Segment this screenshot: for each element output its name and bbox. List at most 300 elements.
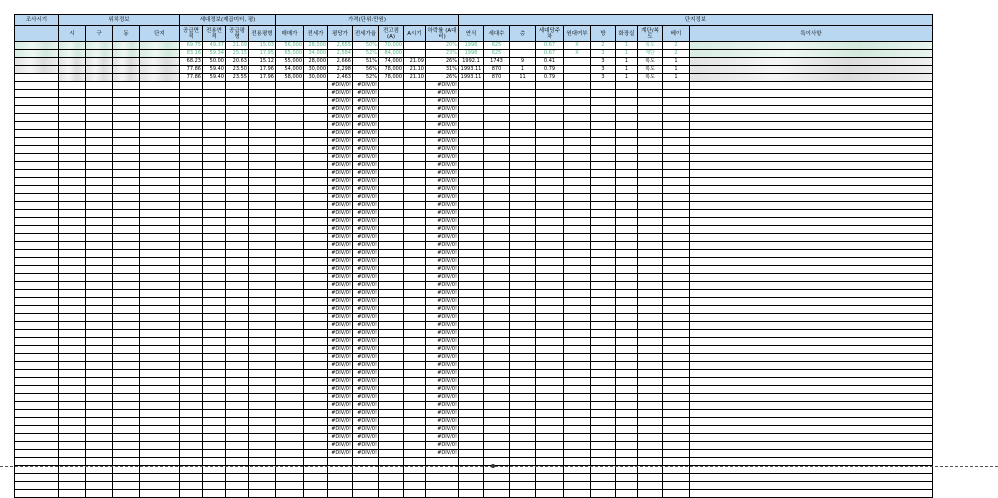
table-cell[interactable] bbox=[638, 178, 663, 186]
cell-exclusive-area[interactable]: 59.40 bbox=[203, 66, 226, 74]
cell-drop-rate[interactable]: #DIV/0! bbox=[426, 426, 459, 434]
table-cell[interactable] bbox=[616, 434, 638, 442]
cell-a-time[interactable] bbox=[404, 122, 426, 130]
table-cell[interactable] bbox=[113, 258, 140, 266]
cell-jeonse-price[interactable] bbox=[304, 386, 328, 394]
table-cell[interactable] bbox=[616, 322, 638, 330]
cell-a-time[interactable] bbox=[404, 474, 426, 482]
cell-jeonse-price[interactable] bbox=[304, 490, 328, 498]
table-cell[interactable] bbox=[140, 266, 180, 274]
table-cell[interactable] bbox=[226, 434, 249, 442]
cell-jeonse-ratio[interactable]: #DIV/0! bbox=[353, 426, 379, 434]
table-cell[interactable] bbox=[690, 274, 933, 282]
cell-a-time[interactable] bbox=[404, 330, 426, 338]
cell-drop-rate[interactable]: #DIV/0! bbox=[426, 114, 459, 122]
cell-drop-rate[interactable]: #DIV/0! bbox=[426, 322, 459, 330]
cell-investment[interactable] bbox=[379, 306, 404, 314]
table-cell[interactable] bbox=[249, 306, 276, 314]
table-cell[interactable] bbox=[15, 90, 59, 98]
table-cell[interactable] bbox=[536, 330, 564, 338]
table-cell[interactable] bbox=[86, 482, 113, 490]
table-cell[interactable] bbox=[113, 338, 140, 346]
cell-a-time[interactable] bbox=[404, 354, 426, 362]
cell-jeonse-price[interactable] bbox=[304, 290, 328, 298]
table-cell[interactable] bbox=[86, 90, 113, 98]
cell-subway[interactable] bbox=[564, 74, 591, 82]
table-cell[interactable] bbox=[591, 266, 616, 274]
table-cell[interactable] bbox=[113, 474, 140, 482]
table-cell[interactable] bbox=[140, 82, 180, 90]
cell-a-time[interactable] bbox=[404, 282, 426, 290]
table-cell[interactable] bbox=[510, 338, 536, 346]
table-cell[interactable] bbox=[564, 130, 591, 138]
table-cell[interactable] bbox=[663, 434, 690, 442]
table-cell[interactable] bbox=[86, 122, 113, 130]
table-cell[interactable] bbox=[180, 114, 203, 122]
table-cell[interactable] bbox=[484, 146, 510, 154]
table-cell[interactable] bbox=[564, 482, 591, 490]
cell-sale-price[interactable] bbox=[276, 202, 304, 210]
table-cell[interactable] bbox=[203, 250, 226, 258]
table-cell[interactable] bbox=[484, 234, 510, 242]
table-cell[interactable] bbox=[140, 162, 180, 170]
cell-drop-rate[interactable]: #DIV/0! bbox=[426, 266, 459, 274]
table-cell[interactable] bbox=[180, 122, 203, 130]
table-cell[interactable] bbox=[564, 114, 591, 122]
table-cell[interactable] bbox=[113, 122, 140, 130]
cell-price-per-pyeong[interactable]: #DIV/0! bbox=[328, 418, 353, 426]
table-cell[interactable] bbox=[459, 218, 484, 226]
cell-sale-price[interactable] bbox=[276, 346, 304, 354]
cell-price-per-pyeong[interactable]: #DIV/0! bbox=[328, 98, 353, 106]
table-cell[interactable] bbox=[510, 186, 536, 194]
table-cell[interactable] bbox=[59, 210, 86, 218]
table-cell[interactable] bbox=[484, 138, 510, 146]
table-cell[interactable] bbox=[536, 442, 564, 450]
table-cell[interactable] bbox=[59, 170, 86, 178]
table-cell[interactable] bbox=[15, 482, 59, 490]
cell-investment[interactable] bbox=[379, 146, 404, 154]
cell-drop-rate[interactable] bbox=[426, 490, 459, 498]
table-cell[interactable] bbox=[226, 234, 249, 242]
table-cell[interactable] bbox=[638, 274, 663, 282]
table-cell[interactable] bbox=[591, 418, 616, 426]
table-cell[interactable] bbox=[249, 274, 276, 282]
table-cell[interactable] bbox=[690, 402, 933, 410]
table-cell[interactable] bbox=[638, 474, 663, 482]
table-cell[interactable] bbox=[591, 98, 616, 106]
table-cell[interactable] bbox=[663, 146, 690, 154]
cell-sale-price[interactable] bbox=[276, 162, 304, 170]
table-cell[interactable] bbox=[86, 282, 113, 290]
table-cell[interactable] bbox=[203, 138, 226, 146]
table-cell[interactable] bbox=[140, 442, 180, 450]
table-cell[interactable] bbox=[140, 418, 180, 426]
cell-price-per-pyeong[interactable]: #DIV/0! bbox=[328, 346, 353, 354]
table-cell[interactable] bbox=[690, 194, 933, 202]
table-cell[interactable] bbox=[226, 394, 249, 402]
table-cell[interactable] bbox=[140, 450, 180, 458]
table-cell[interactable] bbox=[459, 418, 484, 426]
table-cell[interactable] bbox=[690, 266, 933, 274]
table-cell[interactable] bbox=[113, 82, 140, 90]
table-cell[interactable] bbox=[15, 186, 59, 194]
table-cell[interactable] bbox=[140, 258, 180, 266]
table-cell[interactable] bbox=[484, 402, 510, 410]
table-cell[interactable] bbox=[180, 410, 203, 418]
table-cell[interactable] bbox=[638, 362, 663, 370]
cell-jeonse-ratio[interactable]: #DIV/0! bbox=[353, 202, 379, 210]
table-cell[interactable] bbox=[59, 274, 86, 282]
table-cell[interactable] bbox=[536, 98, 564, 106]
table-cell[interactable] bbox=[484, 354, 510, 362]
table-cell[interactable] bbox=[616, 146, 638, 154]
table-cell[interactable] bbox=[510, 378, 536, 386]
table-cell[interactable] bbox=[140, 306, 180, 314]
table-cell[interactable] bbox=[690, 122, 933, 130]
table-cell[interactable] bbox=[203, 306, 226, 314]
table-cell[interactable] bbox=[180, 386, 203, 394]
table-cell[interactable] bbox=[15, 234, 59, 242]
table-cell[interactable] bbox=[536, 90, 564, 98]
table-cell[interactable] bbox=[663, 170, 690, 178]
cell-price-per-pyeong[interactable]: #DIV/0! bbox=[328, 394, 353, 402]
cell-drop-rate[interactable]: 20% bbox=[426, 42, 459, 50]
table-cell[interactable] bbox=[591, 130, 616, 138]
table-cell[interactable] bbox=[690, 482, 933, 490]
table-cell[interactable] bbox=[249, 338, 276, 346]
table-cell[interactable] bbox=[663, 418, 690, 426]
cell-bay[interactable]: 2 bbox=[663, 42, 690, 50]
table-cell[interactable] bbox=[459, 434, 484, 442]
table-cell[interactable] bbox=[203, 394, 226, 402]
table-cell[interactable] bbox=[15, 130, 59, 138]
cell-jeonse-price[interactable] bbox=[304, 186, 328, 194]
cell-jeonse-ratio[interactable]: #DIV/0! bbox=[353, 170, 379, 178]
table-cell[interactable] bbox=[180, 258, 203, 266]
table-cell[interactable] bbox=[249, 130, 276, 138]
table-cell[interactable] bbox=[510, 258, 536, 266]
table-cell[interactable] bbox=[484, 274, 510, 282]
cell-investment[interactable] bbox=[379, 298, 404, 306]
cell-drop-rate[interactable]: #DIV/0! bbox=[426, 346, 459, 354]
table-cell[interactable] bbox=[249, 122, 276, 130]
cell-jeonse-price[interactable] bbox=[304, 178, 328, 186]
table-cell[interactable] bbox=[591, 386, 616, 394]
table-cell[interactable] bbox=[203, 242, 226, 250]
cell-drop-rate[interactable]: #DIV/0! bbox=[426, 450, 459, 458]
table-cell[interactable] bbox=[226, 162, 249, 170]
table-cell[interactable] bbox=[86, 378, 113, 386]
table-cell[interactable] bbox=[638, 490, 663, 498]
cell-price-per-pyeong[interactable]: #DIV/0! bbox=[328, 306, 353, 314]
table-cell[interactable] bbox=[226, 338, 249, 346]
table-cell[interactable] bbox=[616, 122, 638, 130]
table-cell[interactable] bbox=[564, 370, 591, 378]
cell-complex[interactable] bbox=[140, 58, 180, 66]
cell-a-time[interactable] bbox=[404, 314, 426, 322]
table-cell[interactable] bbox=[113, 250, 140, 258]
cell-price-per-pyeong[interactable]: #DIV/0! bbox=[328, 282, 353, 290]
cell-investment[interactable] bbox=[379, 218, 404, 226]
cell-price-per-pyeong[interactable]: #DIV/0! bbox=[328, 410, 353, 418]
table-cell[interactable] bbox=[59, 154, 86, 162]
table-cell[interactable] bbox=[203, 458, 226, 466]
table-cell[interactable] bbox=[59, 346, 86, 354]
cell-jeonse-ratio[interactable]: #DIV/0! bbox=[353, 314, 379, 322]
table-cell[interactable] bbox=[86, 298, 113, 306]
table-cell[interactable] bbox=[203, 490, 226, 498]
cell-price-per-pyeong[interactable]: 2,666 bbox=[328, 58, 353, 66]
cell-price-per-pyeong[interactable]: #DIV/0! bbox=[328, 82, 353, 90]
cell-price-per-pyeong[interactable]: #DIV/0! bbox=[328, 298, 353, 306]
table-cell[interactable] bbox=[663, 450, 690, 458]
table-cell[interactable] bbox=[536, 122, 564, 130]
table-cell[interactable] bbox=[113, 234, 140, 242]
cell-sale-price[interactable] bbox=[276, 418, 304, 426]
table-cell[interactable] bbox=[690, 474, 933, 482]
table-cell[interactable] bbox=[249, 490, 276, 498]
cell-stair-hall[interactable]: 복도 bbox=[638, 66, 663, 74]
table-cell[interactable] bbox=[638, 202, 663, 210]
table-cell[interactable] bbox=[180, 226, 203, 234]
table-cell[interactable] bbox=[663, 274, 690, 282]
table-cell[interactable] bbox=[510, 162, 536, 170]
table-cell[interactable] bbox=[203, 378, 226, 386]
table-cell[interactable] bbox=[564, 354, 591, 362]
table-cell[interactable] bbox=[15, 418, 59, 426]
cell-complex[interactable] bbox=[140, 50, 180, 58]
cell-sale-price[interactable] bbox=[276, 114, 304, 122]
table-cell[interactable] bbox=[536, 474, 564, 482]
table-cell[interactable] bbox=[15, 114, 59, 122]
table-cell[interactable] bbox=[203, 450, 226, 458]
cell-a-time[interactable] bbox=[404, 226, 426, 234]
table-cell[interactable] bbox=[484, 338, 510, 346]
table-cell[interactable] bbox=[226, 106, 249, 114]
table-cell[interactable] bbox=[616, 314, 638, 322]
table-cell[interactable] bbox=[591, 146, 616, 154]
table-cell[interactable] bbox=[616, 482, 638, 490]
table-cell[interactable] bbox=[591, 346, 616, 354]
table-cell[interactable] bbox=[484, 298, 510, 306]
table-cell[interactable] bbox=[59, 354, 86, 362]
table-cell[interactable] bbox=[113, 402, 140, 410]
cell-notes[interactable] bbox=[690, 74, 933, 82]
table-cell[interactable] bbox=[226, 218, 249, 226]
table-cell[interactable] bbox=[484, 98, 510, 106]
table-cell[interactable] bbox=[59, 218, 86, 226]
cell-a-time[interactable] bbox=[404, 442, 426, 450]
table-cell[interactable] bbox=[226, 386, 249, 394]
cell-jeonse-price[interactable] bbox=[304, 418, 328, 426]
table-cell[interactable] bbox=[459, 162, 484, 170]
cell-a-time[interactable] bbox=[404, 178, 426, 186]
table-cell[interactable] bbox=[591, 186, 616, 194]
table-cell[interactable] bbox=[690, 314, 933, 322]
table-cell[interactable] bbox=[484, 346, 510, 354]
cell-a-time[interactable] bbox=[404, 170, 426, 178]
cell-a-time[interactable] bbox=[404, 338, 426, 346]
table-cell[interactable] bbox=[140, 202, 180, 210]
table-cell[interactable] bbox=[484, 458, 510, 466]
cell-price-per-pyeong[interactable]: #DIV/0! bbox=[328, 362, 353, 370]
table-cell[interactable] bbox=[86, 82, 113, 90]
table-cell[interactable] bbox=[663, 154, 690, 162]
table-cell[interactable] bbox=[180, 306, 203, 314]
table-cell[interactable] bbox=[180, 154, 203, 162]
table-cell[interactable] bbox=[616, 378, 638, 386]
cell-jeonse-price[interactable] bbox=[304, 258, 328, 266]
table-cell[interactable] bbox=[591, 250, 616, 258]
table-cell[interactable] bbox=[59, 394, 86, 402]
table-cell[interactable] bbox=[690, 338, 933, 346]
table-cell[interactable] bbox=[536, 450, 564, 458]
table-cell[interactable] bbox=[113, 314, 140, 322]
cell-drop-rate[interactable]: #DIV/0! bbox=[426, 122, 459, 130]
table-cell[interactable] bbox=[180, 426, 203, 434]
cell-jeonse-ratio[interactable]: 52% bbox=[353, 74, 379, 82]
table-cell[interactable] bbox=[536, 114, 564, 122]
table-cell[interactable] bbox=[226, 130, 249, 138]
cell-exclusive-area[interactable]: 50.00 bbox=[203, 58, 226, 66]
table-cell[interactable] bbox=[564, 362, 591, 370]
table-cell[interactable] bbox=[140, 426, 180, 434]
cell-a-time[interactable] bbox=[404, 194, 426, 202]
cell-exclusive-area[interactable]: 59.40 bbox=[203, 74, 226, 82]
table-cell[interactable] bbox=[690, 154, 933, 162]
cell-sale-price[interactable] bbox=[276, 354, 304, 362]
table-cell[interactable] bbox=[86, 394, 113, 402]
table-cell[interactable] bbox=[249, 314, 276, 322]
table-cell[interactable] bbox=[591, 362, 616, 370]
table-cell[interactable] bbox=[180, 322, 203, 330]
cell-sale-price[interactable] bbox=[276, 298, 304, 306]
table-cell[interactable] bbox=[249, 386, 276, 394]
table-cell[interactable] bbox=[15, 98, 59, 106]
table-cell[interactable] bbox=[59, 82, 86, 90]
table-cell[interactable] bbox=[59, 434, 86, 442]
table-cell[interactable] bbox=[226, 330, 249, 338]
cell-dong[interactable] bbox=[113, 50, 140, 58]
table-cell[interactable] bbox=[510, 170, 536, 178]
cell-sale-price[interactable] bbox=[276, 154, 304, 162]
table-cell[interactable] bbox=[564, 450, 591, 458]
cell-year-built[interactable]: 1998 bbox=[459, 50, 484, 58]
table-cell[interactable] bbox=[113, 170, 140, 178]
table-cell[interactable] bbox=[226, 178, 249, 186]
table-cell[interactable] bbox=[510, 282, 536, 290]
table-cell[interactable] bbox=[203, 298, 226, 306]
table-cell[interactable] bbox=[564, 346, 591, 354]
cell-investment[interactable] bbox=[379, 346, 404, 354]
table-cell[interactable] bbox=[638, 146, 663, 154]
cell-price-per-pyeong[interactable]: #DIV/0! bbox=[328, 138, 353, 146]
table-cell[interactable] bbox=[86, 234, 113, 242]
cell-investment[interactable]: 78,000 bbox=[379, 74, 404, 82]
table-cell[interactable] bbox=[591, 322, 616, 330]
table-cell[interactable] bbox=[459, 338, 484, 346]
table-cell[interactable] bbox=[180, 210, 203, 218]
cell-jeonse-price[interactable] bbox=[304, 378, 328, 386]
table-cell[interactable] bbox=[564, 394, 591, 402]
table-cell[interactable] bbox=[459, 258, 484, 266]
table-cell[interactable] bbox=[591, 282, 616, 290]
table-cell[interactable] bbox=[616, 210, 638, 218]
table-cell[interactable] bbox=[459, 442, 484, 450]
table-cell[interactable] bbox=[180, 458, 203, 466]
table-cell[interactable] bbox=[15, 314, 59, 322]
cell-sale-price[interactable] bbox=[276, 474, 304, 482]
table-cell[interactable] bbox=[180, 170, 203, 178]
table-cell[interactable] bbox=[203, 346, 226, 354]
cell-a-time[interactable] bbox=[404, 138, 426, 146]
table-cell[interactable] bbox=[180, 474, 203, 482]
cell-jeonse-ratio[interactable] bbox=[353, 458, 379, 466]
table-cell[interactable] bbox=[484, 242, 510, 250]
table-cell[interactable] bbox=[180, 442, 203, 450]
table-cell[interactable] bbox=[663, 378, 690, 386]
table-cell[interactable] bbox=[249, 258, 276, 266]
cell-bathrooms[interactable]: 1 bbox=[616, 50, 638, 58]
table-cell[interactable] bbox=[15, 226, 59, 234]
table-cell[interactable] bbox=[459, 146, 484, 154]
table-cell[interactable] bbox=[203, 418, 226, 426]
cell-notes[interactable] bbox=[690, 42, 933, 50]
table-cell[interactable] bbox=[59, 474, 86, 482]
table-cell[interactable] bbox=[663, 474, 690, 482]
table-cell[interactable] bbox=[249, 378, 276, 386]
cell-a-time[interactable] bbox=[404, 418, 426, 426]
table-cell[interactable] bbox=[663, 250, 690, 258]
cell-drop-rate[interactable]: #DIV/0! bbox=[426, 90, 459, 98]
table-cell[interactable] bbox=[459, 226, 484, 234]
cell-sale-price[interactable] bbox=[276, 362, 304, 370]
table-cell[interactable] bbox=[15, 338, 59, 346]
table-cell[interactable] bbox=[59, 106, 86, 114]
cell-price-per-pyeong[interactable]: #DIV/0! bbox=[328, 322, 353, 330]
table-cell[interactable] bbox=[203, 386, 226, 394]
table-cell[interactable] bbox=[113, 98, 140, 106]
table-cell[interactable] bbox=[536, 202, 564, 210]
table-cell[interactable] bbox=[663, 178, 690, 186]
table-cell[interactable] bbox=[638, 314, 663, 322]
table-cell[interactable] bbox=[113, 410, 140, 418]
table-cell[interactable] bbox=[249, 186, 276, 194]
table-cell[interactable] bbox=[226, 402, 249, 410]
table-cell[interactable] bbox=[113, 322, 140, 330]
table-cell[interactable] bbox=[59, 194, 86, 202]
table-cell[interactable] bbox=[484, 386, 510, 394]
table-cell[interactable] bbox=[180, 490, 203, 498]
table-cell[interactable] bbox=[510, 82, 536, 90]
table-cell[interactable] bbox=[59, 410, 86, 418]
table-cell[interactable] bbox=[15, 298, 59, 306]
cell-jeonse-ratio[interactable]: #DIV/0! bbox=[353, 346, 379, 354]
cell-drop-rate[interactable]: 26% bbox=[426, 74, 459, 82]
table-cell[interactable] bbox=[536, 234, 564, 242]
table-cell[interactable] bbox=[564, 274, 591, 282]
table-cell[interactable] bbox=[203, 362, 226, 370]
cell-price-per-pyeong[interactable]: 2,655 bbox=[328, 42, 353, 50]
table-cell[interactable] bbox=[86, 362, 113, 370]
table-cell[interactable] bbox=[616, 226, 638, 234]
cell-jeonse-price[interactable] bbox=[304, 82, 328, 90]
cell-drop-rate[interactable]: #DIV/0! bbox=[426, 370, 459, 378]
cell-sale-price[interactable] bbox=[276, 410, 304, 418]
cell-sale-price[interactable] bbox=[276, 170, 304, 178]
cell-supply-pyeong[interactable]: 21.09 bbox=[226, 42, 249, 50]
